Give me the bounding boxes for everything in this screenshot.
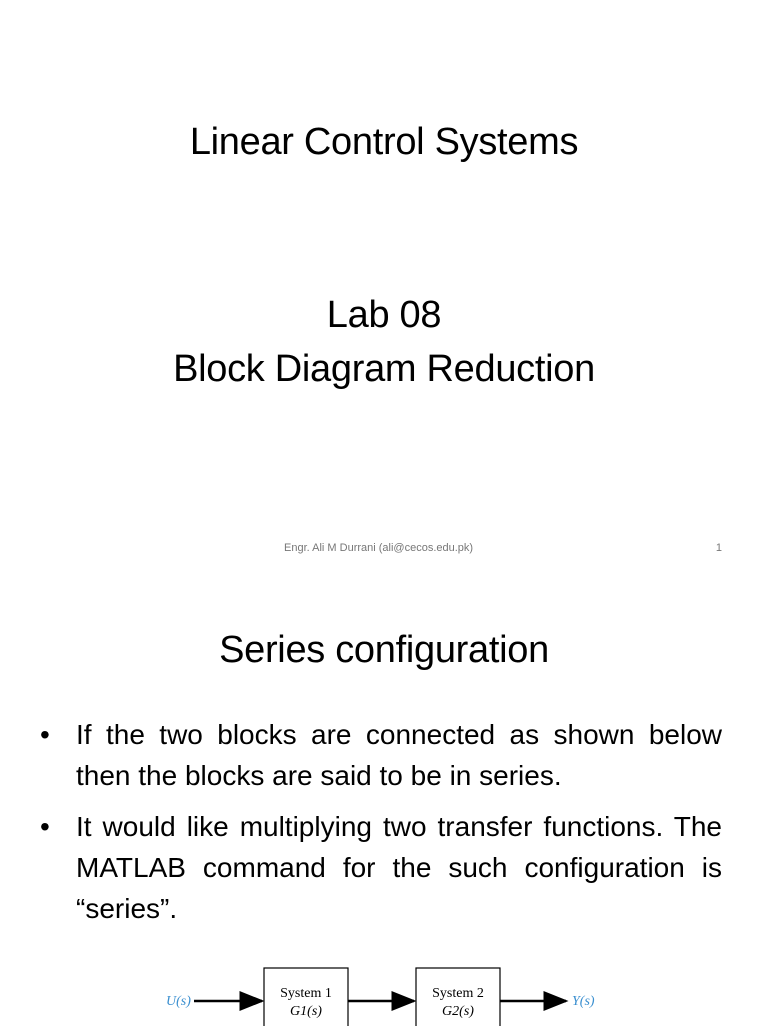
bullet-text: It would like multiplying two transfer functions. The MATLAB command for the such configuration is “series”. (76, 811, 722, 924)
bullet-text: If the two blocks are connected as shown below then the blocks are said to be in series. (76, 719, 722, 791)
input-signal-label: U(s) (166, 994, 191, 1009)
lab-topic: Block Diagram Reduction (173, 348, 595, 390)
lab-number: Lab 08 (326, 294, 442, 336)
slide-subtitle (0, 288, 768, 396)
bullet-icon: • (40, 719, 50, 750)
system2-transfer-function: G2(s) (442, 1004, 474, 1019)
series-block-diagram (160, 966, 610, 1026)
bullet-icon: • (40, 811, 50, 842)
system2-name: System 2 (432, 986, 484, 1001)
system1-transfer-function: G1(s) (290, 1004, 322, 1019)
bullet-item (40, 714, 722, 796)
page-number: 1 (715, 542, 722, 554)
slide-title: Series configuration (219, 629, 549, 671)
series-slide (0, 576, 768, 1024)
slide-footer: Engr. Ali M Durrani (ali@cecos.edu.pk) (284, 542, 474, 554)
system1-name: System 1 (280, 986, 332, 1001)
slide-title: Linear Control Systems (189, 121, 579, 163)
bullet-item (40, 806, 722, 929)
bullet-list (40, 714, 722, 939)
output-signal-label: Y(s) (572, 994, 595, 1009)
